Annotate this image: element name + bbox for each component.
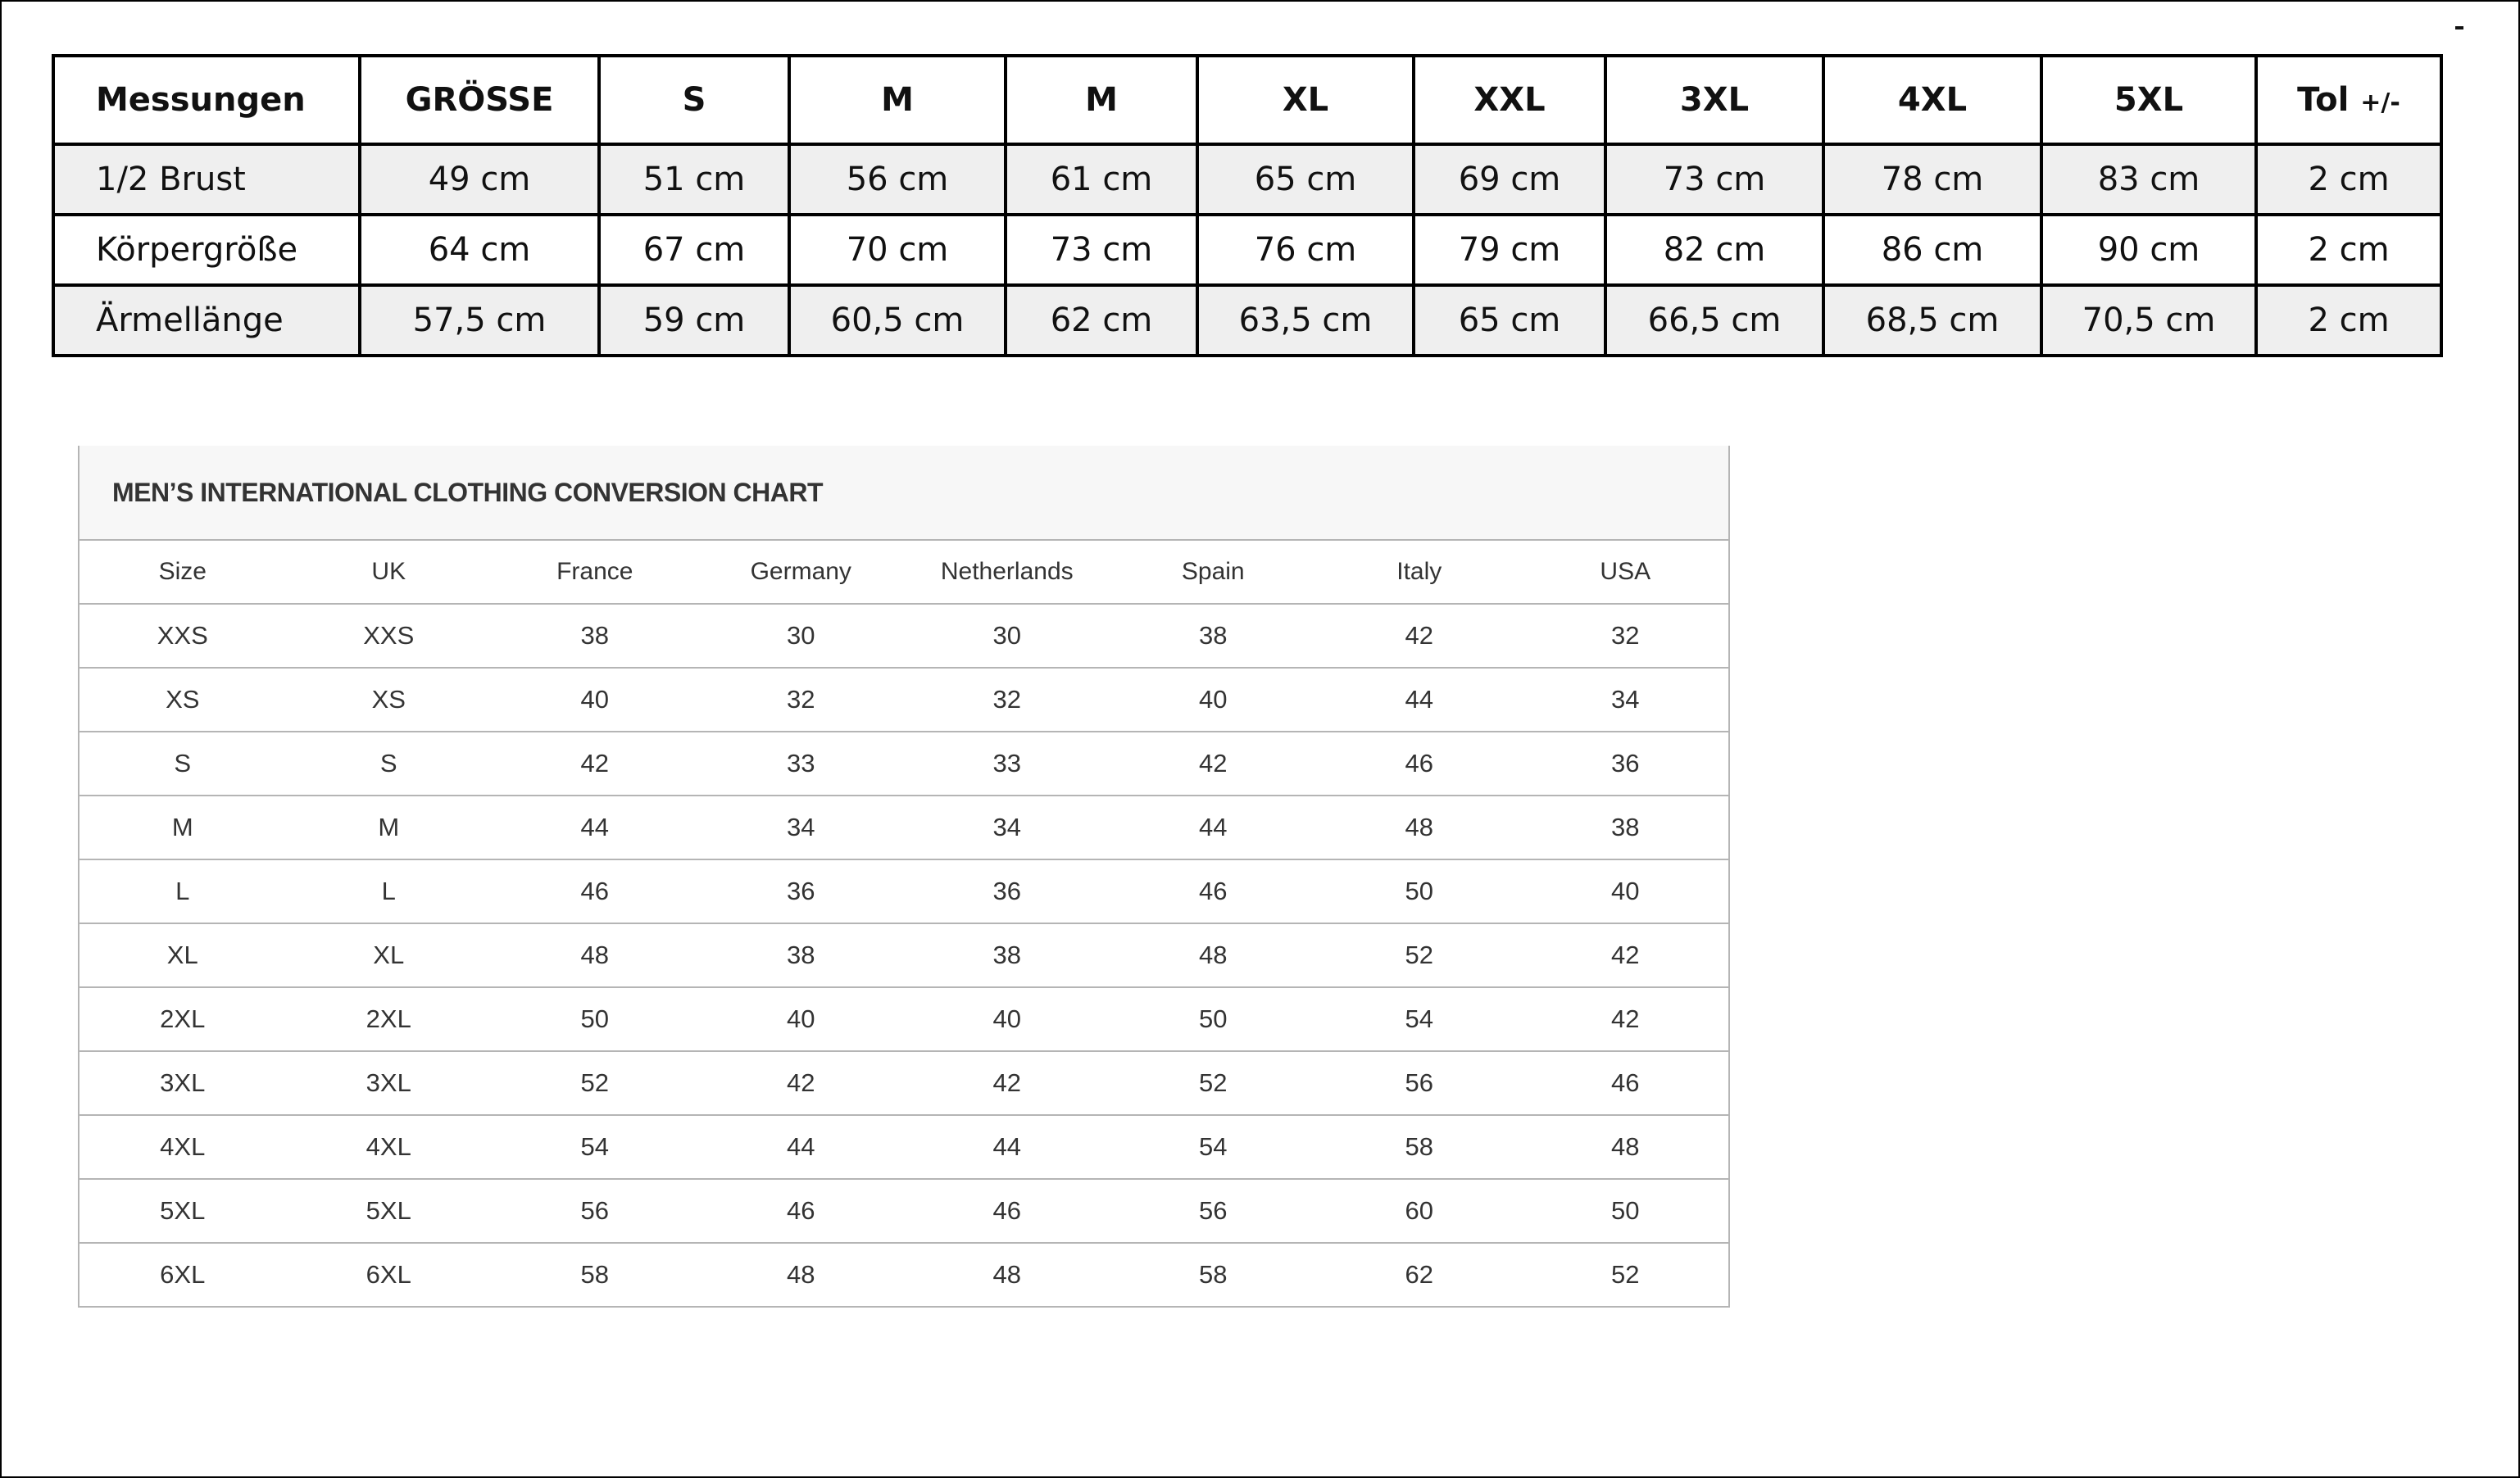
conversion-table-body: [79, 604, 1728, 1306]
measurement-cell: 57,5 cm: [360, 285, 599, 356]
measurement-cell: 49 cm: [360, 144, 599, 215]
table-cell: M: [286, 796, 493, 859]
table-cell: 50: [1523, 1179, 1729, 1243]
row-label: 1/2 Brust: [53, 144, 360, 215]
column-header-germany: Germany: [698, 541, 905, 604]
table-cell: 54: [1316, 987, 1523, 1051]
table-cell: 40: [904, 987, 1110, 1051]
table-cell: 56: [1316, 1051, 1523, 1115]
table-cell: M: [79, 796, 286, 859]
table-cell: 46: [1110, 859, 1317, 923]
tolerance-suffix: +/-: [2360, 88, 2400, 117]
column-header-size: Size: [79, 541, 286, 604]
table-cell: 40: [1110, 668, 1317, 732]
measurement-cell: 56 cm: [789, 144, 1006, 215]
table-cell: 30: [698, 604, 905, 668]
header-cell-4xl: 4XL: [1823, 56, 2041, 144]
measurement-cell: 65 cm: [1414, 285, 1605, 356]
measurement-cell: 78 cm: [1823, 144, 2041, 215]
table-cell: 36: [904, 859, 1110, 923]
table-cell: 3XL: [79, 1051, 286, 1115]
table-cell: 32: [698, 668, 905, 732]
measurement-row-chest: [53, 144, 2441, 215]
table-cell: 52: [1110, 1051, 1317, 1115]
measurements-header-row: [53, 56, 2441, 144]
table-cell: 33: [698, 732, 905, 796]
size-measurements-table: [52, 54, 2443, 357]
row-label: Ärmellänge: [53, 285, 360, 356]
table-cell: 44: [1110, 796, 1317, 859]
table-cell: 34: [698, 796, 905, 859]
table-cell: 6XL: [160, 1260, 206, 1289]
measurement-cell: 76 cm: [1197, 215, 1414, 285]
table-row: [79, 604, 1728, 668]
table-cell: 58: [580, 1260, 609, 1289]
table-cell: XL: [286, 923, 493, 987]
measurement-cell: 68,5 cm: [1823, 285, 2041, 356]
table-cell: 48: [1523, 1115, 1729, 1179]
table-cell: 30: [904, 604, 1110, 668]
table-cell: 42: [1316, 604, 1523, 668]
table-row: [79, 1179, 1728, 1243]
table-cell: 60: [1316, 1179, 1523, 1243]
table-row: [79, 668, 1728, 732]
table-cell: 33: [904, 732, 1110, 796]
table-cell: 50: [1316, 859, 1523, 923]
table-cell: 42: [1523, 987, 1729, 1051]
table-cell: 52: [492, 1051, 698, 1115]
header-cell-measurements: Messungen: [53, 56, 360, 144]
table-cell: 34: [1523, 668, 1729, 732]
table-cell: 50: [492, 987, 698, 1051]
table-cell: XS: [286, 668, 493, 732]
header-cell-tolerance: [2256, 56, 2441, 144]
table-cell: 34: [904, 796, 1110, 859]
table-cell: S: [286, 732, 493, 796]
table-row: [79, 923, 1728, 987]
measurement-cell: 2 cm: [2256, 144, 2441, 215]
table-cell: 58: [1199, 1260, 1228, 1289]
table-cell: 48: [1316, 796, 1523, 859]
measurement-cell: 65 cm: [1197, 144, 1414, 215]
measurement-cell: 2 cm: [2256, 215, 2441, 285]
table-cell: 38: [1523, 796, 1729, 859]
table-cell: S: [79, 732, 286, 796]
corner-mark: [2455, 26, 2463, 29]
conversion-header-row: [79, 541, 1728, 604]
table-cell: 32: [904, 668, 1110, 732]
table-cell: L: [286, 859, 493, 923]
table-cell: 6XL: [366, 1260, 411, 1289]
table-cell: 42: [492, 732, 698, 796]
table-cell: XXS: [79, 604, 286, 668]
table-row: [79, 732, 1728, 796]
tolerance-label: Tol: [2297, 81, 2350, 119]
table-cell: L: [79, 859, 286, 923]
table-cell: 4XL: [286, 1115, 493, 1179]
table-row: [79, 1243, 1728, 1306]
table-cell: 46: [492, 859, 698, 923]
measurement-cell: 64 cm: [360, 215, 599, 285]
measurement-cell: 79 cm: [1414, 215, 1605, 285]
table-cell: 36: [698, 859, 905, 923]
table-cell: 38: [1110, 604, 1317, 668]
measurement-cell: 62 cm: [1006, 285, 1197, 356]
table-cell: 62: [1405, 1260, 1433, 1289]
measurement-cell: 90 cm: [2041, 215, 2256, 285]
table-cell: 48: [1110, 923, 1317, 987]
table-cell: XS: [79, 668, 286, 732]
table-cell: 3XL: [286, 1051, 493, 1115]
header-cell-xl: XL: [1197, 56, 1414, 144]
table-cell: 40: [1523, 859, 1729, 923]
measurement-cell: 66,5 cm: [1605, 285, 1823, 356]
table-cell: 52: [1611, 1260, 1640, 1289]
header-cell-m-2: M: [1006, 56, 1197, 144]
measurement-cell: 86 cm: [1823, 215, 2041, 285]
table-cell: 44: [904, 1115, 1110, 1179]
column-header-netherlands: Netherlands: [904, 541, 1110, 604]
header-cell-xxl: XXL: [1414, 56, 1605, 144]
measurement-cell: 73 cm: [1006, 215, 1197, 285]
measurement-cell: 73 cm: [1605, 144, 1823, 215]
measurement-cell: 70,5 cm: [2041, 285, 2256, 356]
measurement-cell: 63,5 cm: [1197, 285, 1414, 356]
table-cell: 48: [492, 923, 698, 987]
measurement-cell: 59 cm: [599, 285, 789, 356]
table-row: [79, 1115, 1728, 1179]
measurement-cell: 2 cm: [2256, 285, 2441, 356]
table-cell: 44: [492, 796, 698, 859]
table-cell: 38: [904, 923, 1110, 987]
measurement-cell: 61 cm: [1006, 144, 1197, 215]
column-header-uk: UK: [286, 541, 493, 604]
measurement-cell: 51 cm: [599, 144, 789, 215]
column-header-italy: Italy: [1316, 541, 1523, 604]
table-cell: 38: [492, 604, 698, 668]
conversion-chart: [78, 446, 1730, 1308]
table-cell: 58: [1316, 1115, 1523, 1179]
measurement-cell: 60,5 cm: [789, 285, 1006, 356]
table-cell: 48: [787, 1260, 815, 1289]
table-cell: 42: [1523, 923, 1729, 987]
column-header-france: France: [492, 541, 698, 604]
table-cell: 42: [904, 1051, 1110, 1115]
table-cell: XXS: [286, 604, 493, 668]
table-row: [79, 1051, 1728, 1115]
table-cell: 46: [698, 1179, 905, 1243]
measurement-cell: 70 cm: [789, 215, 1006, 285]
row-label: Körpergröße: [53, 215, 360, 285]
measurement-cell: 69 cm: [1414, 144, 1605, 215]
header-cell-5xl: 5XL: [2041, 56, 2256, 144]
table-cell: 56: [1110, 1179, 1317, 1243]
header-cell-m: M: [789, 56, 1006, 144]
column-header-usa: USA: [1523, 541, 1729, 604]
header-cell-s: S: [599, 56, 789, 144]
measurement-cell: 67 cm: [599, 215, 789, 285]
measurement-cell: 83 cm: [2041, 144, 2256, 215]
table-row: [79, 796, 1728, 859]
conversion-chart-title: MEN’S INTERNATIONAL CLOTHING CONVERSION CHART: [79, 446, 1728, 541]
table-cell: 38: [698, 923, 905, 987]
measurement-row-sleeve-length: [53, 285, 2441, 356]
table-cell: 5XL: [79, 1179, 286, 1243]
column-header-spain: Spain: [1110, 541, 1317, 604]
measurement-cell: 82 cm: [1605, 215, 1823, 285]
table-cell: 42: [1110, 732, 1317, 796]
measurement-row-body-height: [53, 215, 2441, 285]
table-cell: 2XL: [286, 987, 493, 1051]
table-cell: 48: [992, 1260, 1021, 1289]
table-cell: 5XL: [286, 1179, 493, 1243]
table-cell: 2XL: [79, 987, 286, 1051]
table-cell: 40: [698, 987, 905, 1051]
table-cell: 44: [1316, 668, 1523, 732]
table-cell: 46: [904, 1179, 1110, 1243]
table-cell: 54: [1110, 1115, 1317, 1179]
table-cell: 36: [1523, 732, 1729, 796]
table-cell: 42: [698, 1051, 905, 1115]
table-cell: 52: [1316, 923, 1523, 987]
table-cell: XL: [79, 923, 286, 987]
table-cell: 56: [492, 1179, 698, 1243]
table-row: [79, 859, 1728, 923]
table-cell: 4XL: [79, 1115, 286, 1179]
table-cell: 50: [1110, 987, 1317, 1051]
conversion-table: [79, 541, 1728, 1306]
table-cell: 46: [1316, 732, 1523, 796]
table-cell: 44: [698, 1115, 905, 1179]
table-cell: 40: [492, 668, 698, 732]
header-cell-size: GRÖSSE: [360, 56, 599, 144]
table-row: [79, 987, 1728, 1051]
table-cell: 46: [1523, 1051, 1729, 1115]
table-cell: 54: [492, 1115, 698, 1179]
table-cell: 32: [1523, 604, 1729, 668]
header-cell-3xl: 3XL: [1605, 56, 1823, 144]
